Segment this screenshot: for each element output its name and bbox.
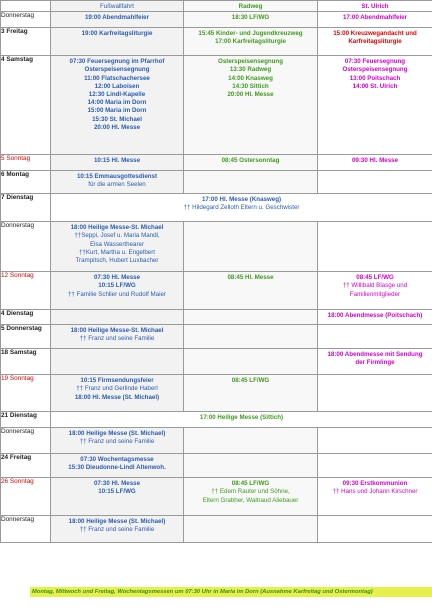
day-label — [1, 1, 51, 12]
service-line: 17:00 Hl. Messe (Knasweg) — [201, 196, 282, 204]
service-cell — [51, 325, 184, 349]
service-line: 07:30 Feuersegnung — [344, 58, 406, 66]
service-line: Karfreitagsliturgie — [348, 38, 402, 46]
service-line: 07:30 Feuersegnung im Pfarrhof — [69, 58, 165, 66]
service-line: 14:00 Maria im Dorn — [87, 99, 147, 107]
service-line: †† Willibald Blasge und — [342, 282, 408, 290]
service-line: Osterspeisensegnung — [218, 58, 283, 66]
service-line: 09:30 Hl. Messe — [351, 157, 399, 165]
service-cell — [51, 155, 184, 171]
service-line: 18:00 Abendmesse mit Sendung — [327, 351, 423, 359]
service-line: 14:30 Sittich — [232, 82, 269, 90]
empty-cell — [184, 310, 318, 325]
service-cell — [184, 28, 318, 56]
service-line: †† Edem Rauter und Söhne, — [211, 488, 290, 496]
empty-cell — [184, 428, 318, 454]
service-cell — [318, 310, 432, 325]
service-line: 15:00 Maria im Dorn — [87, 107, 147, 115]
empty-cell — [318, 171, 432, 194]
service-line: der Firmlinge — [355, 359, 395, 367]
service-line: Radweg — [238, 3, 263, 10]
service-line: ††Seppi, Josef u. Maria Mandl, — [74, 232, 160, 240]
service-cell — [184, 56, 318, 155]
schedule-row — [1, 272, 432, 310]
day-label: 5 Donnerstag — [1, 325, 51, 349]
day-label: 3 Freitag — [1, 28, 51, 56]
service-line: Osterspeisensegnung — [84, 66, 150, 74]
service-cell — [51, 478, 184, 516]
service-line: 13:30 Radweg — [229, 66, 272, 74]
empty-cell — [318, 516, 432, 543]
service-line: 08:45 Ostersonntag — [221, 157, 280, 165]
day-label: Donnerstag — [1, 222, 51, 272]
service-cell — [51, 12, 184, 28]
service-line: 14:00 St. Ulrich — [352, 82, 398, 90]
service-line: 20:00 Hl. Messe — [93, 123, 141, 131]
empty-cell — [318, 454, 432, 478]
schedule-row — [1, 454, 432, 478]
service-line: 07:30 Wochentagsmesse — [80, 456, 154, 464]
service-line: †† Franz und Gerlinde Haberl — [76, 385, 158, 393]
service-line: †† Franz und seine Familie — [79, 438, 155, 446]
service-line: 11:00 Flatschachersee — [84, 74, 150, 82]
service-cell — [51, 28, 184, 56]
schedule-row — [1, 325, 432, 349]
service-line: 07:30 Hl. Messe — [93, 274, 141, 282]
service-line: 08:45 LF/WG — [231, 377, 270, 385]
service-line: 12:30 Lindl-Kapelle — [88, 91, 146, 99]
service-cell — [51, 272, 184, 310]
schedule-row — [1, 375, 432, 412]
service-line: 07:30 Hl. Messe — [93, 480, 141, 488]
service-cell — [184, 155, 318, 171]
schedule-row — [1, 516, 432, 543]
service-line: 18:00 Heilige Messe (St. Michael) — [68, 430, 166, 438]
schedule-row — [1, 1, 432, 12]
service-line: †† Franz und seine Familie — [79, 526, 155, 534]
service-line: 18:00 Heilige Messe (St. Michael) — [68, 518, 166, 526]
service-cell — [184, 272, 318, 310]
service-cell — [184, 1, 318, 12]
service-line: †† Familie Schlier und Rudolf Maier — [67, 290, 166, 298]
service-cell — [51, 454, 184, 478]
schedule-row — [1, 412, 432, 428]
service-line: 18:00 Heilige Messe-St. Michael — [70, 327, 164, 335]
empty-cell — [184, 222, 318, 272]
service-cell — [318, 12, 432, 28]
service-line: 10:15 Emmausgottesdienst — [76, 173, 158, 181]
service-cell — [51, 375, 184, 412]
schedule-row — [1, 171, 432, 194]
service-line: Elsa Wasserthearer — [89, 240, 145, 248]
service-line: Familienmitglieder — [349, 290, 401, 298]
service-line: 18:00 Abendmesse (Poitschach) — [327, 312, 423, 320]
service-line: †† Franz und seine Familie — [79, 335, 155, 343]
empty-cell — [184, 349, 318, 375]
service-cell — [318, 272, 432, 310]
service-cell — [318, 478, 432, 516]
empty-cell — [184, 325, 318, 349]
schedule-row — [1, 428, 432, 454]
day-label: 21 Dienstag — [1, 412, 51, 428]
service-cell — [51, 194, 432, 222]
service-line: 08:45 LF/WG — [356, 274, 394, 282]
service-cell — [51, 516, 184, 543]
service-line: 15:30 Dieudonne-Lindl Altenwoh. — [68, 464, 166, 472]
service-line: 17:00 Heilige Messe (Sittich) — [199, 414, 284, 422]
service-line: 10:15 LF/WG — [98, 488, 136, 496]
schedule-row — [1, 12, 432, 28]
service-line: 12:00 Laboisen — [94, 82, 140, 90]
service-line: 09:30 Erstkommunion — [342, 480, 408, 488]
service-cell — [318, 28, 432, 56]
day-label: 19 Sonntag — [1, 375, 51, 412]
schedule-row — [1, 349, 432, 375]
service-cell — [318, 375, 432, 412]
day-label: 24 Freitag — [1, 454, 51, 478]
day-label: 6 Montag — [1, 171, 51, 194]
service-line: 20:00 Hl. Messe — [227, 91, 274, 99]
service-line: †† Hans und Johann Kirschner — [332, 488, 418, 496]
service-line: St. Ulrich — [361, 3, 389, 10]
service-line: 08:45 Hl. Messe — [227, 274, 274, 282]
day-label: Donnerstag — [1, 428, 51, 454]
service-line: 15:45 Kinder- und Jugendkreuzweg — [198, 30, 303, 38]
schedule-row — [1, 194, 432, 222]
service-cell — [184, 12, 318, 28]
service-line: 08:45 LF/WG — [231, 480, 270, 488]
service-line: 17:00 Abendmahlfeier — [342, 14, 408, 22]
service-cell — [318, 56, 432, 155]
empty-cell — [51, 310, 184, 325]
service-cell — [51, 222, 184, 272]
service-cell — [318, 349, 432, 375]
schedule-row — [1, 155, 432, 171]
service-cell — [51, 412, 432, 428]
service-cell — [184, 375, 318, 412]
schedule-row — [1, 478, 432, 516]
service-line: 18:00 Hl. Messe (St. Michael) — [74, 393, 160, 401]
service-line: 19:00 Abendmahlfeier — [84, 14, 150, 22]
service-cell — [51, 1, 184, 12]
service-line: 18:30 LF/WG — [231, 14, 270, 22]
empty-cell — [184, 516, 318, 543]
service-line: Osterspeisensegnung — [342, 66, 408, 74]
day-label: Donnerstag — [1, 12, 51, 28]
service-line: 13:00 Poitschach — [349, 74, 401, 82]
day-label: 7 Dienstag — [1, 194, 51, 222]
day-label: 4 Dienstag — [1, 310, 51, 325]
service-line: 10:15 Firmsendungsfeier — [80, 377, 154, 385]
empty-cell — [318, 428, 432, 454]
service-line: Trampitsch, Hubert Luxbacher — [75, 257, 159, 265]
schedule-row — [1, 310, 432, 325]
day-label: 5 Sonntag — [1, 155, 51, 171]
service-cell — [318, 1, 432, 12]
service-line: 19:00 Karfreitagsliturgie — [81, 30, 153, 38]
schedule-row — [1, 28, 432, 56]
day-label: 12 Sonntag — [1, 272, 51, 310]
service-cell — [51, 428, 184, 454]
day-label: Donnerstag — [1, 516, 51, 543]
service-line: 14:00 Knasweg — [228, 74, 273, 82]
service-line: 10:15 Hl. Messe — [93, 157, 141, 165]
day-label: 4 Samstag — [1, 56, 51, 155]
empty-cell — [318, 222, 432, 272]
service-line: 17:00 Karfreitagsliturgie — [215, 38, 286, 46]
service-cell — [51, 56, 184, 155]
empty-cell — [184, 171, 318, 194]
day-label: 18 Samstag — [1, 349, 51, 375]
service-line: Eltern Grabher, Waltraud Aliebauer — [202, 496, 299, 504]
day-label: 26 Sonntag — [1, 478, 51, 516]
empty-cell — [184, 454, 318, 478]
service-line: 15:30 St. Michael — [92, 115, 142, 123]
schedule-row — [1, 56, 432, 155]
empty-cell — [318, 325, 432, 349]
footer-note: Montag, Mittwoch und Freitag, Wochentagsmessen um 07:30 Uhr in Maria im Dorn (Ausnahme Karfreitag und Ostermontag) — [30, 587, 432, 597]
service-line: 18:00 Heilige Messe-St. Michael — [70, 224, 164, 232]
service-line: ††Kurt, Martha u. Engelbert — [78, 248, 155, 256]
schedule-row — [1, 222, 432, 272]
empty-cell — [51, 349, 184, 375]
service-line: †† Hildegard Zelloth Eltern u. Geschwister — [183, 204, 300, 212]
service-line: Fußwallfahrt — [99, 3, 135, 10]
service-cell — [318, 155, 432, 171]
service-line: 10:15 LF/WG — [98, 282, 136, 290]
service-cell — [184, 478, 318, 516]
service-line: für die armen Seelen — [88, 181, 146, 189]
service-cell — [51, 171, 184, 194]
service-line: 15:00 Kreuzwegandacht und — [333, 30, 417, 38]
